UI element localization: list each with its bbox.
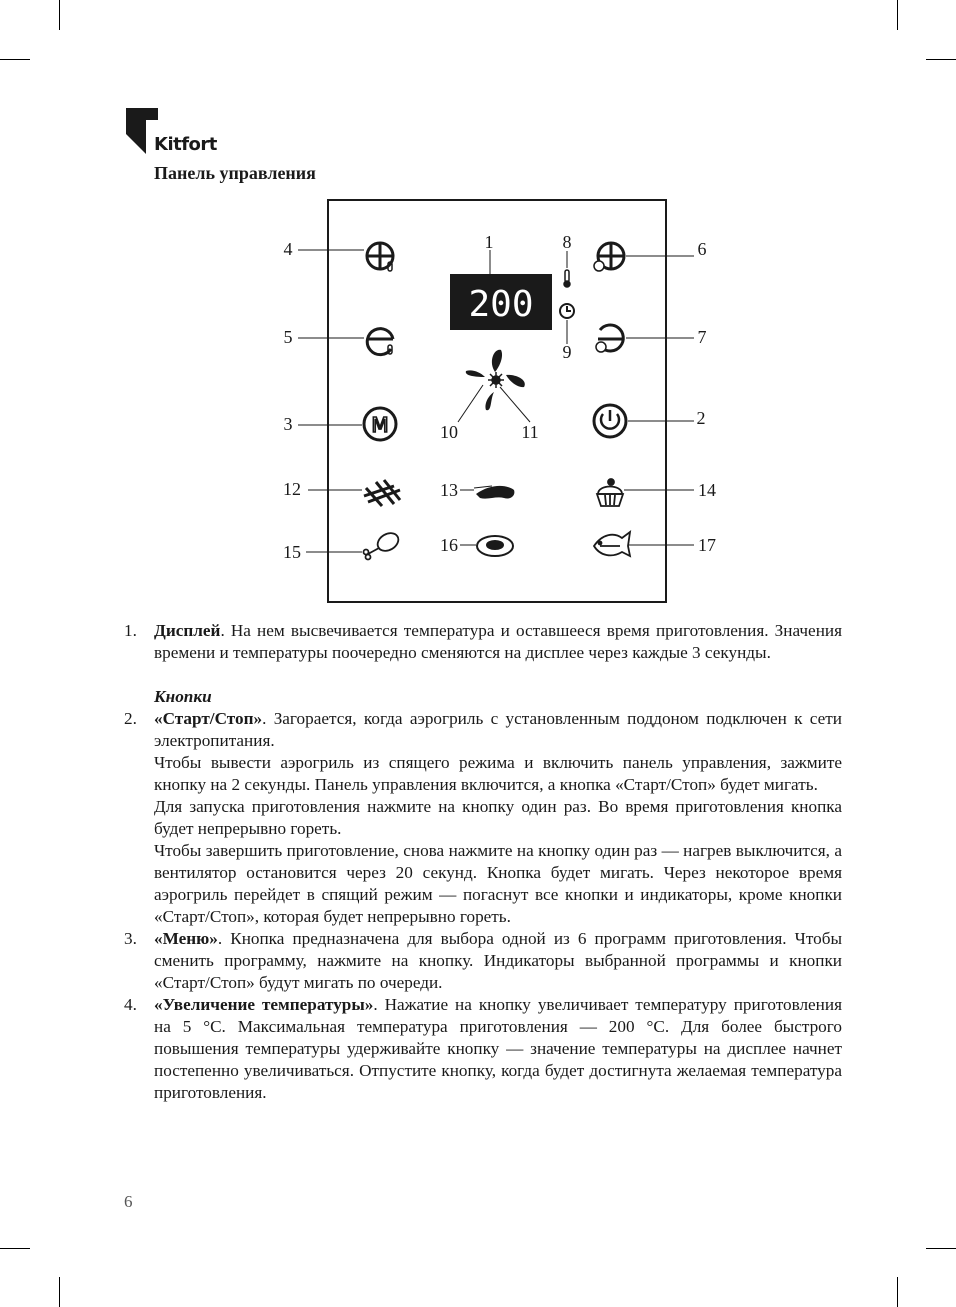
item-title: «Старт/Стоп» xyxy=(154,709,263,728)
chicken-drumstick-icon xyxy=(364,530,402,560)
menu-m-icon xyxy=(364,408,396,440)
item-number: 4. xyxy=(124,995,137,1014)
display-value: 200 xyxy=(468,284,534,325)
callout-11: 11 xyxy=(521,422,539,442)
list-item xyxy=(124,994,842,1104)
shrimp-icon xyxy=(474,486,514,499)
fish-icon xyxy=(594,532,630,556)
thermometer-indicator-icon xyxy=(564,270,570,287)
time-decrease-icon xyxy=(596,325,624,352)
callout-17: 17 xyxy=(698,535,716,555)
cupcake-icon xyxy=(597,479,623,506)
section-title: Панель управления xyxy=(154,163,316,183)
time-increase-icon xyxy=(594,243,624,271)
crop-mark xyxy=(926,1248,956,1249)
item-title: «Увеличение температуры» xyxy=(154,995,374,1014)
temperature-decrease-icon xyxy=(367,329,393,355)
steak-icon xyxy=(477,536,513,556)
item-paragraph: Чтобы завершить приготовление, снова нажмите на кнопку один раз — нагрев выключится, а вентилятор остановится через 20 секунд. Кнопка будет мигать. Через некоторое время аэрогриль перейдет в спящий режим — погаснут все кнопки и индикаторы, кроме кнопки «Старт/Стоп», которая будет непрерывно гореть. xyxy=(154,841,842,926)
callout-5: 5 xyxy=(283,327,293,347)
item-title: «Меню» xyxy=(154,929,218,948)
list-item xyxy=(124,620,842,664)
callout-1: 1 xyxy=(484,232,494,252)
callout-13: 13 xyxy=(440,480,458,500)
crop-mark xyxy=(59,1277,60,1307)
svg-text:M: M xyxy=(371,413,389,437)
french-fries-icon xyxy=(364,480,400,506)
control-panel-diagram xyxy=(0,0,956,620)
buttons-heading: Кнопки xyxy=(154,687,212,706)
callout-6: 6 xyxy=(697,239,707,259)
callout-16: 16 xyxy=(440,535,458,555)
start-stop-power-icon xyxy=(594,405,626,437)
callout-9: 9 xyxy=(562,342,572,362)
page-number: 6 xyxy=(124,1192,133,1211)
temperature-increase-icon xyxy=(367,243,393,271)
callout-15: 15 xyxy=(283,542,301,562)
heating-element-icon xyxy=(488,372,504,388)
item-text: . Нажатие на кнопку увеличивает температуру приготовления на 5 °С. Максимальная температура приготовления — 200 °С. Для более быстрого повышения температуры удерживайте кнопку — значение температуры на дисплее начнет постепенно увеличиваться. Отпустите кнопку, когда будет достигнута желаемая температура приготовления. xyxy=(154,995,842,1102)
item-text: . Кнопка предназначена для выбора одной из 6 программ приготовления. Чтобы сменить программу, нажмите на кнопку. Индикаторы выбранной программы и кнопки «Старт/Стоп» будут мигать по очереди. xyxy=(154,929,842,992)
item-text: . На нем высвечивается температура и оставшееся время приготовления. Значения времени и температуры поочередно сменяются на дисплее через каждые 3 секунды. xyxy=(154,621,842,662)
clock-indicator-icon xyxy=(560,304,574,318)
list-item xyxy=(124,928,842,994)
instructions-text xyxy=(124,620,842,1104)
item-number: 3. xyxy=(124,929,137,948)
item-text: . Загорается, когда аэрогриль с установленным поддоном подключен к сети электропитания. xyxy=(154,709,842,750)
item-paragraph: Для запуска приготовления нажмите на кнопку один раз. Во время приготовления кнопка будет непрерывно гореть. xyxy=(154,797,842,838)
callout-4: 4 xyxy=(283,239,293,259)
crop-mark xyxy=(0,1248,30,1249)
callout-14: 14 xyxy=(698,480,716,500)
brand-name: Kitfort xyxy=(154,134,217,155)
callout-10: 10 xyxy=(440,422,458,442)
callout-12: 12 xyxy=(283,479,301,499)
callout-8: 8 xyxy=(562,232,572,252)
callout-2: 2 xyxy=(696,408,706,428)
item-paragraph: Чтобы вывести аэрогриль из спящего режима и включить панель управления, зажмите кнопку на 2 секунды. Панель управления включится, а кнопка «Старт/Стоп» будет мигать. xyxy=(154,753,842,794)
item-title: Дисплей xyxy=(154,621,221,640)
list-item xyxy=(124,708,842,928)
callout-7: 7 xyxy=(697,327,707,347)
callout-3: 3 xyxy=(283,414,293,434)
crop-mark xyxy=(897,1277,898,1307)
item-number: 2. xyxy=(124,709,137,728)
item-number: 1. xyxy=(124,621,137,640)
